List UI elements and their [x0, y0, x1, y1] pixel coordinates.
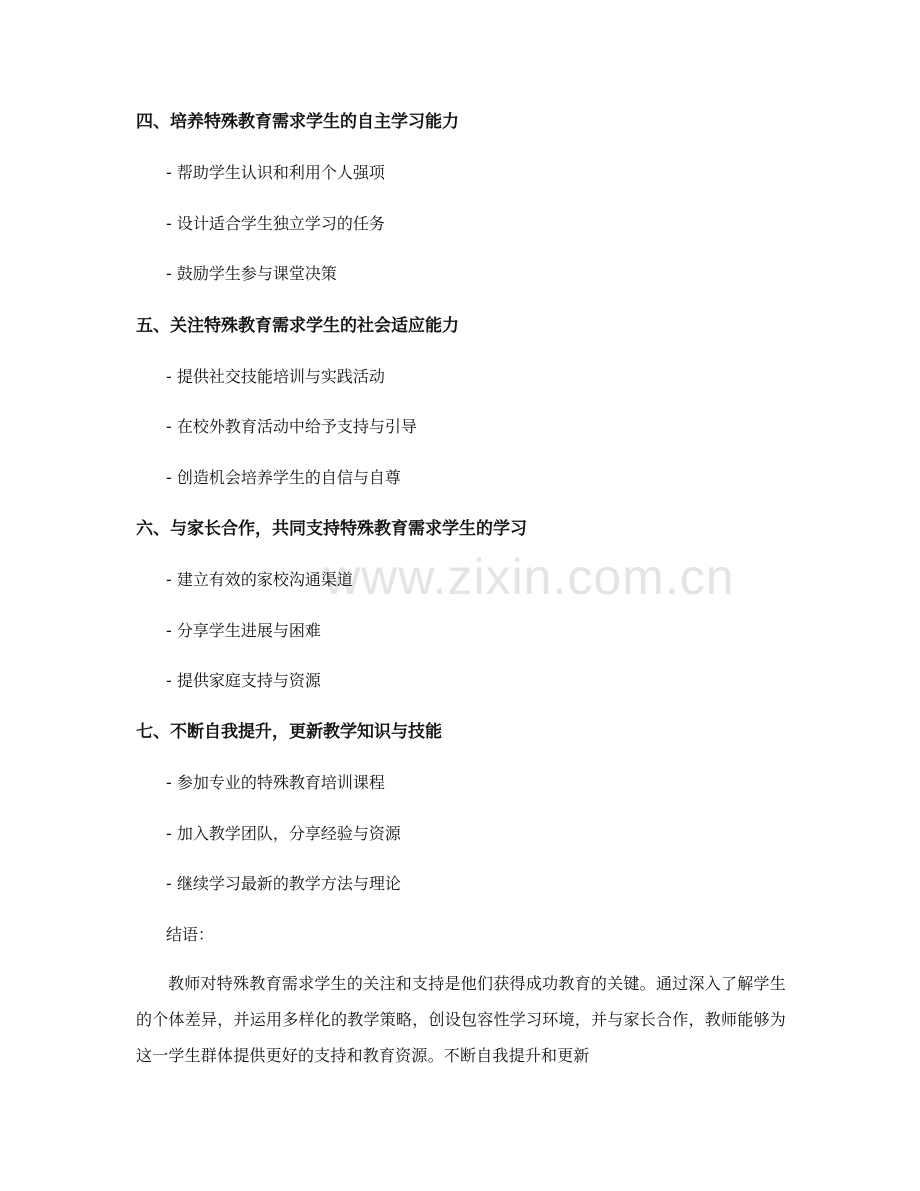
list-item: - 分享学生进展与困难 [166, 621, 321, 640]
section-heading-4: 四、培养特殊教育需求学生的自主学习能力 [136, 112, 459, 132]
list-item: - 在校外教育活动中给予支持与引导 [166, 417, 417, 436]
watermark: www.zixin.com.cn [324, 549, 735, 605]
list-item: - 建立有效的家校沟通渠道 [166, 570, 353, 589]
list-item: - 提供家庭支持与资源 [166, 671, 321, 690]
conclusion-label: 结语： [166, 925, 215, 944]
list-item: - 创造机会培养学生的自信与自尊 [166, 468, 401, 487]
list-item: - 加入教学团队，分享经验与资源 [166, 824, 401, 843]
section-heading-5: 五、关注特殊教育需求学生的社会适应能力 [136, 316, 459, 336]
list-item: - 设计适合学生独立学习的任务 [166, 214, 385, 233]
section-heading-7: 七、不断自我提升，更新教学知识与技能 [136, 722, 442, 742]
list-item: - 参加专业的特殊教育培训课程 [166, 773, 385, 792]
list-item: - 提供社交技能培训与实践活动 [166, 367, 385, 386]
list-item: - 继续学习最新的教学方法与理论 [166, 874, 401, 893]
conclusion-paragraph: 教师对特殊教育需求学生的关注和支持是他们获得成功教育的关键。通过深入了解学生的个体差异，并运用多样化的教学策略，创设包容性学习环境，并与家长合作，教师能够为这一学生群体提供更好的支持和教育资源。不断自我提升和更新 [136, 974, 786, 1065]
list-item: - 鼓励学生参与课堂决策 [166, 264, 337, 283]
section-heading-6: 六、与家长合作，共同支持特殊教育需求学生的学习 [136, 519, 527, 539]
list-item: - 帮助学生认识和利用个人强项 [166, 163, 385, 182]
